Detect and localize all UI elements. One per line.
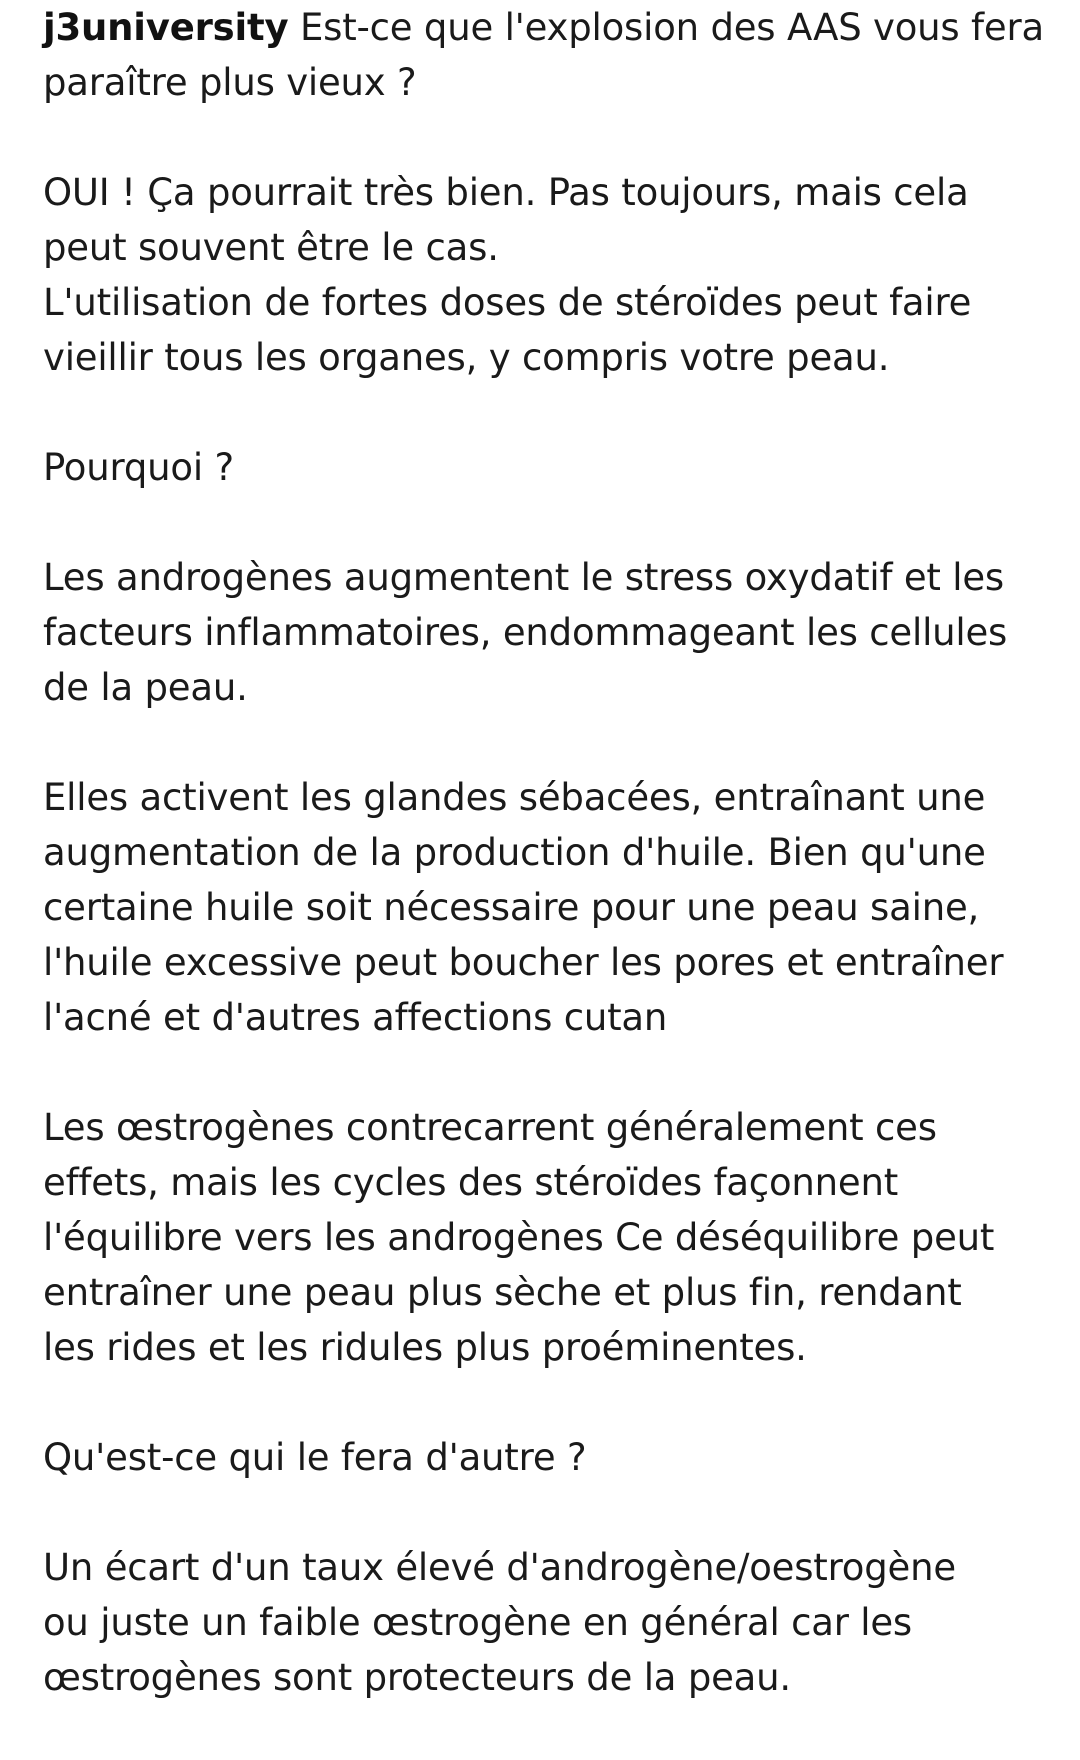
caption-paragraph-1: OUI ! Ça pourrait très bien. Pas toujours, mais cela peut souvent être le cas. L'utilisation de fortes doses de stéroïdes peut faire vieillir tous les organes, y compris votre peau.: [43, 171, 972, 379]
caption-paragraph-2: Pourquoi ?: [43, 446, 234, 489]
caption-paragraph-6: Qu'est-ce qui le fera d'autre ?: [43, 1436, 587, 1479]
caption-paragraph-4: Elles activent les glandes sébacées, entraînant une augmentation de la production d'huile. Bien qu'une certaine huile soit nécessaire pour une peau saine, l'huile excessive peut boucher les pores et entraîner l'acné et d'autres affections cutan: [43, 776, 1004, 1039]
caption-paragraph-3: Les androgènes augmentent le stress oxydatif et les facteurs inflammatoires, endommageant les cellules de la peau.: [43, 556, 1008, 709]
caption-first-paragraph: [43, 0, 1053, 110]
caption-paragraph-5: Les œstrogènes contrecarrent généralement ces effets, mais les cycles des stéroïdes façonnent l'équilibre vers les androgènes Ce déséquilibre peut entraîner une peau plus sèche et plus fin, rendant les rides et les ridules plus proéminentes.: [43, 1106, 995, 1369]
username-link[interactable]: j3university: [43, 6, 289, 49]
caption-title-text: Est-ce que l'explosion des AAS vous fera paraître plus vieux ?: [43, 6, 1044, 104]
caption-paragraph-7: Un écart d'un taux élevé d'androgène/oestrogène ou juste un faible œstrogène en général car les œstrogènes sont protecteurs de la peau.: [43, 1546, 956, 1699]
post-caption: [43, 0, 1053, 1760]
